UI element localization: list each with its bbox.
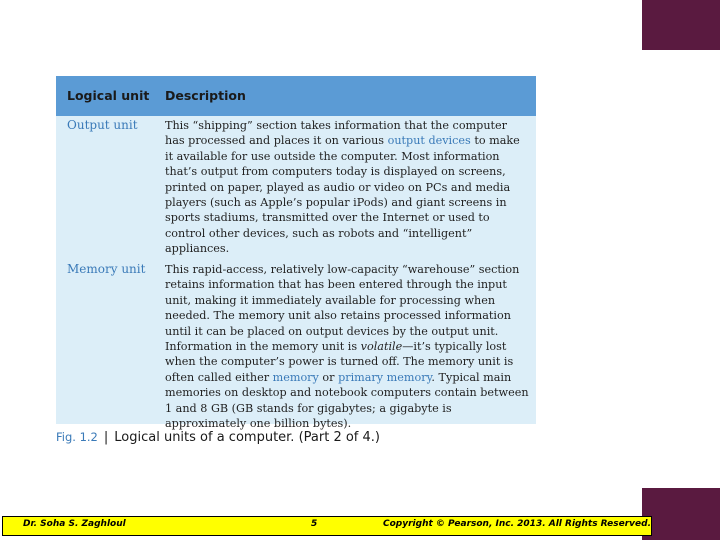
term-volatile: volatile — [360, 340, 403, 354]
caption-text: Logical units of a computer. (Part 2 of 4.) — [114, 430, 380, 445]
row-description-memory: This rapid-access, relatively low-capacity “warehouse” section retains information that has been entered through the input unit, making it immediately available for processing when needed. The memory unit also retains processed information until it can be placed on output devices by the output unit. Information in the memory unit is volatile—it’s typically lost when the computer’s power is turned off. The memory unit is often called either memory or primary memory. Typical main memories on desktop and notebook computers contain between 1 and 8 GB (GB stands for gigabytes; a gigabyte is approximately one billion bytes). — [165, 263, 529, 431]
term-output-devices: output devices — [387, 134, 471, 148]
row-description-output: This “shipping” section takes information that the computer has processed and places it on various output devices to make it available for use outside the computer. Most information that’s output from computers today is displayed on screens, printed on paper, played as audio or video on PCs and media players (such as Apple’s popular iPods) and giant screens in sports stadiums, transmitted over the Internet or used to control other devices, such as robots and “intelligent” appliances. — [165, 119, 520, 256]
term-memory: memory — [272, 370, 319, 384]
footer-bar — [2, 516, 652, 536]
figure-label: Fig. 1.2 — [56, 430, 98, 444]
header-description: Description — [165, 88, 246, 103]
table-header — [56, 76, 536, 116]
row-unit-memory: Memory unit — [67, 262, 146, 276]
corner-decoration-bottom — [642, 488, 720, 540]
footer-author: Dr. Soha S. Zaghloul — [23, 519, 126, 529]
header-logical-unit: Logical unit — [67, 88, 150, 103]
term-primary-memory: primary memory — [338, 370, 432, 384]
corner-decoration-top — [642, 0, 720, 50]
row-unit-output: Output unit — [67, 118, 138, 132]
footer-copyright: Copyright © Pearson, Inc. 2013. All Rights Reserved. — [383, 519, 651, 529]
logical-units-table — [56, 76, 536, 431]
footer-page-number: 5 — [311, 519, 318, 529]
figure-caption — [56, 430, 556, 445]
caption-separator: | — [103, 430, 109, 445]
